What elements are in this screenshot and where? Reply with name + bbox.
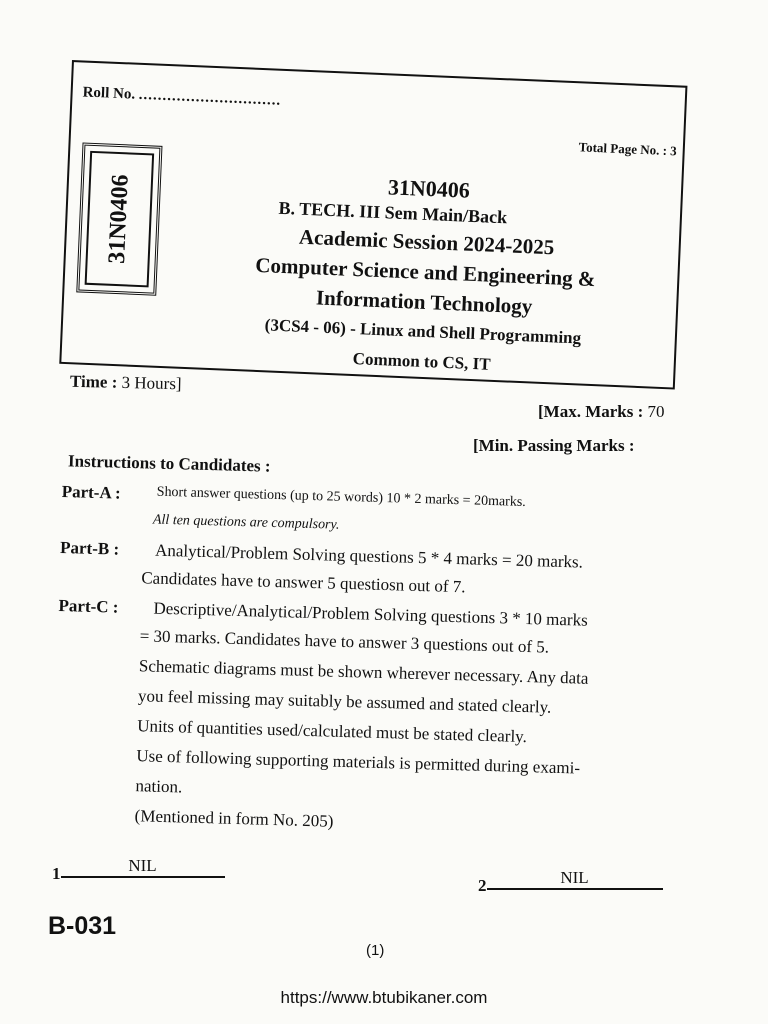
part-a-text: Short answer questions (up to 25 words) 10 * 2 marks = 20marks.	[156, 484, 526, 510]
common-to: Common to CS, IT	[352, 349, 491, 374]
min-passing-marks: [Min. Passing Marks :	[473, 436, 635, 455]
time-value: 3 Hours]	[121, 372, 182, 394]
material-item-1	[52, 856, 225, 886]
paper-code-stamp-text: 31N0406	[104, 173, 134, 265]
course-title: B. TECH. III Sem Main/Back	[278, 197, 508, 228]
instructions-list	[52, 482, 702, 852]
max-marks-label: [Max. Marks :	[538, 402, 644, 421]
branch-line-1: Computer Science and Engineering &	[254, 252, 596, 292]
subject-title: (3CS4 - 06) - Linux and Shell Programming	[264, 315, 582, 348]
part-a-label: Part-A :	[61, 482, 121, 503]
materials-instruction-cont: nation.	[135, 776, 183, 797]
material-item-2	[478, 868, 663, 898]
booklet-code: B-031	[48, 912, 117, 940]
instructions-heading: Instructions to Candidates :	[67, 451, 271, 476]
time-label: Time :	[69, 371, 118, 392]
schematic-instruction: Schematic diagrams must be shown wherever necessary. Any data	[138, 656, 589, 688]
paper-title-block	[196, 168, 654, 387]
total-page-count: Total Page No. : 3	[578, 139, 678, 159]
material-item-1-value: NIL	[61, 856, 225, 878]
max-marks	[538, 402, 665, 422]
part-c-note: = 30 marks. Candidates have to answer 3 questions out of 5.	[139, 626, 550, 657]
part-b-note: Candidates have to answer 5 questiosn out of 7.	[141, 568, 466, 597]
materials-instruction: Use of following supporting materials is permitted during exami-	[136, 746, 581, 778]
part-c-text: Descriptive/Analytical/Problem Solving questions 3 * 10 marks	[153, 598, 589, 630]
paper-code: 31N0406	[387, 174, 471, 203]
max-marks-value: 70	[647, 402, 665, 421]
part-c-label: Part-C :	[58, 595, 119, 617]
form-reference: (Mentioned in form No. 205)	[134, 806, 334, 831]
missing-data-instruction: you feel missing may suitably be assumed and stated clearly.	[137, 686, 552, 717]
units-instruction: Units of quantities used/calculated must be stated clearly.	[136, 716, 528, 747]
material-item-2-value: NIL	[487, 868, 663, 890]
branch-line-2: Information Technology	[315, 285, 533, 319]
part-b-text: Analytical/Problem Solving questions 5 * 4 marks = 20 marks.	[154, 540, 584, 572]
roll-number-dots: ..............................	[138, 86, 282, 109]
page-number: (1)	[366, 942, 385, 959]
time-duration	[70, 372, 182, 395]
header-box	[59, 60, 687, 390]
roll-number-label: Roll No.	[82, 84, 136, 103]
material-item-1-number: 1	[52, 864, 61, 883]
paper-code-stamp	[76, 143, 162, 296]
material-item-2-number: 2	[478, 876, 487, 895]
part-a-note: All ten questions are compulsory.	[152, 512, 340, 533]
academic-session: Academic Session 2024-2025	[298, 224, 555, 260]
part-b-label: Part-B :	[59, 537, 120, 559]
website-url[interactable]: https://www.btubikaner.com	[280, 988, 488, 1007]
roll-number-field	[82, 84, 281, 109]
